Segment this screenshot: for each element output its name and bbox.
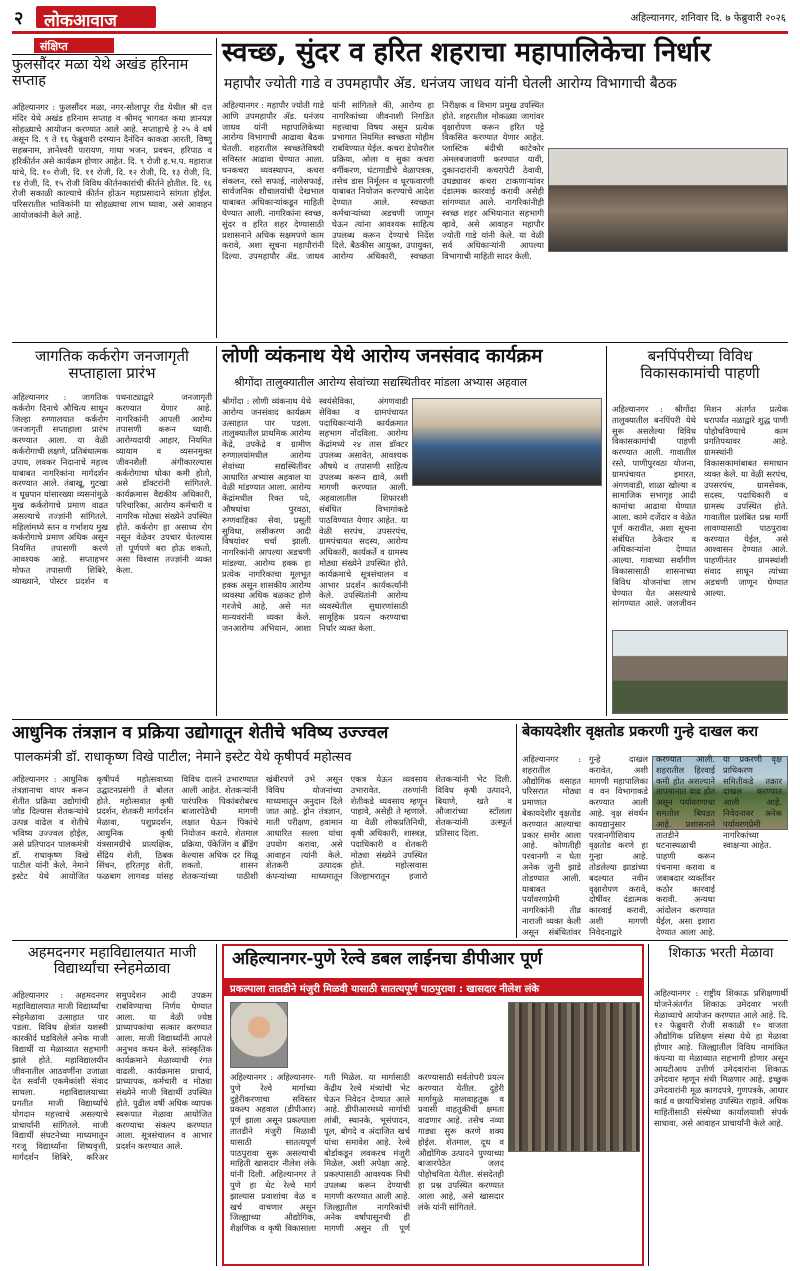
column-divider bbox=[606, 346, 607, 716]
column-divider bbox=[216, 346, 217, 716]
column-divider bbox=[516, 724, 517, 938]
college-body: अहिल्यानगर : अहमदनगर महाविद्यालयात माजी विद्यार्थ्यांचा स्नेहमेळावा उत्साहात पार पडला. विविध क्षेत्रांत यशस्वी कारकीर्द घडविलेले अनेक माजी विद्यार्थी या मेळाव्यात सहभागी झाले होते. महाविद्यालयीन जीवनातील आठवणींना उजाळा देत सर्वांनी एकमेकांशी संवाद साधला. महाविद्यालयाच्या प्रगतीत माजी विद्यार्थ्यांचे योगदान महत्त्वाचे असल्याचे प्राचार्यांनी सांगितले. माजी विद्यार्थी संघटनेच्या माध्यमातून गरजू विद्यार्थ्यांना शिष्यवृत्ती, मार्गदर्शन शिबिरे, करिअर समुपदेशन आदी उपक्रम राबविण्याचा निर्णय घेण्यात आला. या वेळी ज्येष्ठ प्राध्यापकांचा सत्कार करण्यात आला. माजी विद्यार्थ्यांनी आपले अनुभव कथन केले. सांस्कृतिक कार्यक्रमाने मेळाव्याची रंगत वाढली. कार्यक्रमास प्राचार्य, प्राध्यापक, कर्मचारी व मोठ्या संख्येने माजी विद्यार्थी उपस्थित होते. पुढील वर्षी अधिक व्यापक स्वरूपात मेळावा आयोजित करण्याचा संकल्प करण्यात आला. सूत्रसंचालन व आभार प्रदर्शन करण्यात आले. bbox=[12, 990, 212, 1162]
column-divider bbox=[216, 944, 217, 1266]
loni-subheadline: श्रीगोंदा तालुक्यातील आरोग्य सेवांच्या सद्यस्थितीवर मांडला अभ्यास अहवाल bbox=[234, 376, 528, 389]
rail-headline: अहिल्यानगर-पुणे रेल्वे डबल लाईनचा डीपीआर पूर्ण bbox=[232, 949, 543, 969]
column-divider bbox=[216, 38, 217, 338]
agri-body: अहिल्यानगर : आधुनिक तंत्रज्ञानाचा वापर करून शेतीत प्रक्रिया उद्योगांची जोड दिल्यास शेतकऱ्यांचे उत्पन्न वाढेल व शेतीचे भविष्य उज्ज्वल होईल, असे प्रतिपादन पालकमंत्री डॉ. राधाकृष्ण विखे पाटील यांनी केले. नेमाने इस्टेट येथे आयोजित कृषीपर्व महोत्सवाच्या उद्घाटनप्रसंगी ते बोलत होते. महोत्सवात कृषी प्रदर्शन, शेतकरी मार्गदर्शन मेळावा, पशुप्रदर्शन, आधुनिक कृषी यंत्रसामग्रीचे प्रात्यक्षिक, सेंद्रिय शेती, ठिबक सिंचन, हरितगृह शेती, फळबाग लागवड यांसह विविध दालने उभारण्यात आली आहेत. शेतकऱ्यांनी पारंपरिक पिकांबरोबरच बाजारपेठेची मागणी लक्षात घेऊन पिकांचे नियोजन करावे. शेतमाल प्रक्रिया, पॅकेजिंग व ब्रँडिंग केल्यास अधिक दर मिळू शकतो. शासन शेतकऱ्यांच्या पाठीशी खंबीरपणे उभे असून विविध योजनांच्या माध्यमातून अनुदान दिले जात आहे. ड्रोन तंत्रज्ञान, माती परीक्षण, हवामान आधारित सल्ला यांचा उपयोग करावा, असे आवाहन त्यांनी केले. शेतकरी उत्पादक कंपन्यांच्या माध्यमातून एकत्र येऊन व्यवसाय उभारावेत. तरुणांनी शेतीकडे व्यवसाय म्हणून पाहावे, असेही ते म्हणाले. या वेळी लोकप्रतिनिधी, कृषी अधिकारी, शास्त्रज्ञ, पदाधिकारी व शेतकरी मोठ्या संख्येने उपस्थित होते. महोत्सवास जिल्हाभरातून हजारो शेतकऱ्यांनी भेट दिली. विविध कृषी उत्पादने, बियाणे, खते व औजारांच्या स्टॉलला शेतकऱ्यांनी उत्स्फूर्त प्रतिसाद दिला. bbox=[12, 774, 512, 882]
brief-column bbox=[12, 38, 212, 338]
shikau-body: अहिल्यानगर : राष्ट्रीय शिकाऊ प्रशिक्षणार्थी योजनेअंतर्गत शिकाऊ उमेदवार भरती मेळाव्याचे आयोजन करण्यात आले आहे. दि. १२ फेब्रुवारी रोजी सकाळी १० वाजता औद्योगिक प्रशिक्षण संस्था येथे हा मेळावा होणार आहे. जिल्ह्यातील विविध नामांकित कंपन्या या मेळाव्यात सहभागी होणार असून आयटीआय उत्तीर्ण उमेदवारांना शिकाऊ उमेदवार म्हणून संधी मिळणार आहे. इच्छुक उमेदवारांनी मूळ कागदपत्रे, गुणपत्रके, आधार कार्ड व छायाचित्रांसह उपस्थित राहावे. अधिक माहितीसाठी संस्थेच्या कार्यालयाशी संपर्क साधावा, असे आवाहन प्राचार्यांनी केले आहे. bbox=[654, 988, 788, 1128]
brief-title: फुलसौंदर मळा येथे अखंड हरिनाम सप्ताह bbox=[12, 57, 189, 89]
lead-subheadline: महापौर ज्योती गाडे व उपमहापौर ॲड. धनंजय जाधव यांनी घेतली आरोग्य विभागाची बैठक bbox=[224, 76, 677, 92]
college-headline: अहमदनगर महाविद्यालयात माजी विद्यार्थ्यांचा स्नेहमेळावा bbox=[27, 945, 197, 977]
mp-portrait-photo bbox=[230, 1002, 288, 1068]
lead-headline: स्वच्छ, सुंदर व हरित शहराचा महापालिकेचा निर्धार bbox=[222, 37, 711, 68]
page-number: २ bbox=[14, 8, 24, 29]
agri-headline: आधुनिक तंत्रज्ञान व प्रक्रिया उद्योगातून शेतीचे भविष्य उज्ज्वल bbox=[12, 723, 389, 743]
newspaper-logo: लोकआवाज bbox=[36, 6, 156, 28]
rail-banner bbox=[222, 944, 644, 1266]
rail-subheadline: प्रकल्पाला तातडीने मंजुरी मिळवी यासाठी सातत्यपूर्ण पाठपुरावा : खासदार नीलेश लंके bbox=[224, 978, 642, 996]
agri-subheadline: पालकमंत्री डॉ. राधाकृष्ण विखे पाटील; नेमाने इस्टेट येथे कृषीपर्व महोत्सव bbox=[14, 750, 352, 765]
column-divider bbox=[648, 944, 649, 1266]
loni-photo bbox=[412, 398, 602, 486]
rail-body-continued bbox=[508, 1156, 640, 1262]
banpimpri-body: अहिल्यानगर : श्रीगोंदा तालुक्यातील बनपिंपरी येथे सुरू असलेल्या विविध विकासकामांची पाहणी करण्यात आली. गावातील रस्ते, पाणीपुरवठा योजना, ग्रामपंचायत इमारत, अंगणवाडी, शाळा खोल्या व सामाजिक सभागृह आदी कामांचा आढावा घेण्यात आला. कामे दर्जेदार व वेळेत पूर्ण करावीत, अशा सूचना संबंधित ठेकेदार व अधिकाऱ्यांना देण्यात आल्या. गावाच्या सर्वांगीण विकासासाठी शासनाच्या विविध योजनांचा लाभ घेण्यात येत असल्याचे सांगण्यात आले. जलजीवन मिशन अंतर्गत प्रत्येक घरापर्यंत नळाद्वारे शुद्ध पाणी पोहोचविण्याचे काम प्रगतिपथावर आहे. ग्रामस्थांनी विकासकामांबाबत समाधान व्यक्त केले. या वेळी सरपंच, उपसरपंच, ग्रामसेवक, सदस्य, पदाधिकारी व ग्रामस्थ उपस्थित होते. गावातील प्रलंबित प्रश्न मार्गी लावण्यासाठी पाठपुरावा करण्यात येईल, असे आश्वासन देण्यात आले. पाहणीनंतर ग्रामस्थांशी संवाद साधून त्यांच्या अडचणी जाणून घेण्यात आल्या. bbox=[612, 404, 788, 609]
lead-photo bbox=[548, 148, 788, 252]
section-rule-3 bbox=[12, 940, 788, 941]
loni-headline: लोणी व्यंकनाथ येथे आरोग्य जनसंवाद कार्यक्रम bbox=[222, 345, 543, 367]
loni-body-continued bbox=[412, 490, 602, 714]
rail-body: अहिल्यानगर : अहिल्यानगर-पुणे रेल्वे मार्गाच्या दुहेरीकरणाचा सविस्तर प्रकल्प अहवाल (डीपीआर) पूर्ण झाला असून प्रकल्पाला तातडीने मंजुरी मिळावी यासाठी सातत्यपूर्ण पाठपुरावा सुरू असल्याची माहिती खासदार नीलेश लंके यांनी दिली. अहिल्यानगर ते पुणे हा थेट रेल्वे मार्ग झाल्यास प्रवाशांचा वेळ व खर्च वाचणार असून जिल्ह्याच्या औद्योगिक, शैक्षणिक व कृषी विकासाला गती मिळेल. या मार्गासाठी केंद्रीय रेल्वे मंत्र्यांची भेट घेऊन निवेदन देण्यात आले आहे. डीपीआरमध्ये मार्गाची लांबी, स्थानके, भूसंपादन, पूल, बोगदे व अंदाजित खर्च यांचा समावेश आहे. रेल्वे बोर्डाकडून लवकरच मंजुरी मिळेल, अशी अपेक्षा आहे. प्रकल्पासाठी आवश्यक निधी उपलब्ध करून देण्याची मागणी करण्यात आली आहे. जिल्ह्यातील नागरिकांची अनेक वर्षांपासूनची ही मागणी असून ती पूर्ण करण्यासाठी सर्वतोपरी प्रयत्न करण्यात येतील. दुहेरी मार्गामुळे मालवाहतूक व प्रवासी वाहतुकीची क्षमता वाढणार आहे. तसेच नव्या गाड्या सुरू करणे शक्य होईल. शेतमाल, दूध व औद्योगिक उत्पादने पुण्याच्या बाजारपेठेत जलद पोहोचविता येतील. संसदेतही हा प्रश्न उपस्थित करण्यात आला आहे, असे खासदार लंके यांनी सांगितले. bbox=[230, 1072, 504, 1234]
cancer-body: अहिल्यानगर : जागतिक कर्करोग दिनाचे औचित्य साधून जिल्हा रुग्णालयात कर्करोग जनजागृती सप्ताहाला प्रारंभ करण्यात आला. या वेळी कर्करोगाची लक्षणे, प्रतिबंधात्मक उपाय, लवकर निदानाचे महत्त्व याबाबत नागरिकांना मार्गदर्शन करण्यात आले. तंबाखू, गुटखा व धूम्रपान यांसारख्या व्यसनांमुळे मुख कर्करोगाचे प्रमाण वाढत असल्याचे तज्ज्ञांनी सांगितले. महिलांमध्ये स्तन व गर्भाशय मुख कर्करोगाचे प्रमाण अधिक असून नियमित तपासणी करणे आवश्यक आहे. सप्ताहभर मोफत तपासणी शिबिरे, व्याख्याने, पोस्टर प्रदर्शन व पथनाट्याद्वारे जनजागृती करण्यात येणार आहे. नागरिकांनी आपली आरोग्य तपासणी करून घ्यावी. आरोग्यदायी आहार, नियमित व्यायाम व व्यसनमुक्त जीवनशैली अंगीकारल्यास कर्करोगाचा धोका कमी होतो, असे डॉक्टरांनी सांगितले. कार्यक्रमास वैद्यकीय अधिकारी, परिचारिका, आरोग्य कर्मचारी व नागरिक मोठ्या संख्येने उपस्थित होते. कर्करोग हा असाध्य रोग नसून वेळेवर उपचार घेतल्यास तो पूर्णपणे बरा होऊ शकतो, असा विश्वास तज्ज्ञांनी व्यक्त केला. bbox=[12, 392, 212, 586]
brief-tag: संक्षिप्त bbox=[34, 38, 114, 53]
brief-tag-rule bbox=[12, 54, 212, 55]
lead-body: अहिल्यानगर : महापौर ज्योती गाडे आणि उपमहापौर ॲड. धनंजय जाधव यांनी महापालिकेच्या आरोग्य विभागाची आढावा बैठक घेतली. शहरातील स्वच्छतेविषयी सविस्तर आढावा घेण्यात आला. घनकचरा व्यवस्थापन, कचरा संकलन, रस्ते सफाई, नालेसफाई, सार्वजनिक शौचालयांची देखभाल याबाबत अधिकाऱ्यांकडून माहिती घेण्यात आली. नागरिकांना स्वच्छ, सुंदर व हरित शहर देण्यासाठी प्रशासनाने अधिक सक्षमपणे काम करावे, अशा सूचना महापौरांनी दिल्या. उपमहापौर ॲड. जाधव यांनी सांगितले की, आरोग्य हा नागरिकांच्या जीवनाशी निगडित महत्त्वाचा विषय असून प्रत्येक प्रभागात नियमित स्वच्छता मोहीम राबविण्यात येईल. कचरा डेपोवरील प्रक्रिया, ओला व सुका कचरा वर्गीकरण, घंटागाडीचे वेळापत्रक, तसेच डास निर्मूलन व धूरफवारणी याबाबत नियोजन करण्याचे आदेश देण्यात आले. स्वच्छता कर्मचाऱ्यांच्या अडचणी जाणून घेऊन त्यांना आवश्यक साहित्य उपलब्ध करून देण्याचे निर्देश दिले. बैठकीस आयुक्त, उपायुक्त, आरोग्य अधिकारी, स्वच्छता निरीक्षक व विभाग प्रमुख उपस्थित होते. शहरातील मोकळ्या जागांवर वृक्षारोपण करून हरित पट्टे विकसित करण्यात येणार आहेत. प्लास्टिक बंदीची काटेकोर अंमलबजावणी करण्यात यावी, दुकानदारांनी कचरापेटी ठेवावी, उघड्यावर कचरा टाकणाऱ्यांवर दंडात्मक कारवाई करावी असेही सांगण्यात आले. नागरिकांनीही स्वच्छ शहर अभियानात सहभागी व्हावे, असे आवाहन महापौर ज्योती गाडे यांनी केले. या वेळी सर्व अधिकाऱ्यांनी आपल्या विभागाची माहिती सादर केली. bbox=[222, 100, 544, 262]
brief-body: अहिल्यानगर : फुलसौंदर मळा, नगर-सोलापूर रोड येथील श्री दत्त मंदिर येथे अखंड हरिनाम सप्ताह व श्रीमद् भागवत कथा ज्ञानयज्ञ सोहळ्याचे आयोजन करण्यात आले आहे. सप्ताहाचे हे २५ वे वर्ष असून दि. ९ ते १६ फेब्रुवारी दरम्यान दैनंदिन काकडा आरती, विष्णु सहस्रनाम, ज्ञानेश्वरी पारायण, गाथा भजन, प्रवचन, हरिपाठ व हरिकीर्तन असे कार्यक्रम होणार आहेत. दि. ९ रोजी ह.भ.प. महाराज यांचे, दि. १० रोजी, दि. ११ रोजी, दि. १२ रोजी, दि. १३ रोजी, दि. १४ रोजी, दि. १५ रोजी विविध कीर्तनकारांची कीर्तने होतील. दि. १६ रोजी सकाळी काल्याचे कीर्तन होऊन महाप्रसादाने सांगता होईल. परिसरातील भाविकांनी या सोहळ्याचा लाभ घ्यावा, असे आवाहन आयोजकांनी केले आहे. bbox=[12, 102, 212, 220]
masthead-rule bbox=[12, 31, 788, 34]
trees-headline: बेकायदेशीर वृक्षतोड प्रकरणी गुन्हे दाखल करा bbox=[522, 724, 759, 740]
section-rule-1 bbox=[12, 342, 788, 343]
banpimpri-photo bbox=[612, 630, 788, 714]
trees-body-continued bbox=[652, 834, 788, 938]
shikau-headline: शिकाऊ भरती मेळावा bbox=[668, 945, 774, 961]
section-rule-2 bbox=[12, 719, 788, 720]
rail-track-photo bbox=[508, 1002, 640, 1152]
cancer-headline: जागतिक कर्करोग जनजागृती सप्ताहाला प्रारंभ bbox=[35, 347, 189, 382]
banpimpri-headline: बनपिंपरीच्या विविध विकासकामांची पाहणी bbox=[640, 347, 760, 382]
dateline: अहिल्यानगर, शनिवार दि. ७ फेब्रुवारी २०२६ bbox=[630, 13, 786, 24]
trees-body: अहिल्यानगर : शहरातील औद्योगिक वसाहत परिसरात मोठ्या प्रमाणात बेकायदेशीर वृक्षतोड करण्यात आल्याचा प्रकार समोर आला आहे. कोणतीही परवानगी न घेता अनेक जुनी झाडे तोडण्यात आली. याबाबत पर्यावरणप्रेमी नागरिकांनी तीव्र नाराजी व्यक्त केली असून संबंधितांवर गुन्हे दाखल करावेत, अशी मागणी महापालिका व वन विभागाकडे करण्यात आली आहे. वृक्ष संवर्धन कायद्यानुसार परवानगीशिवाय वृक्षतोड करणे हा गुन्हा आहे. तोडलेल्या झाडांच्या बदल्यात नवीन वृक्षारोपण करावे, दोषींवर दंडात्मक कारवाई करावी, अशी मागणी निवेदनाद्वारे तातडीने घटनास्थळाची पाहणी करून पंचनामा करावा व जबाबदार व्यक्तींवर कठोर कारवाई करावी. अन्यथा आंदोलन करण्यात येईल, असा इशारा देण्यात आला आहे. नागरिकांच्या स्वाक्षऱ्या आहेत. bbox=[522, 754, 772, 937]
lead-body-continued bbox=[548, 256, 788, 338]
loni-body: श्रीगोंदा : लोणी व्यंकनाथ येथे आरोग्य जनसंवाद कार्यक्रम उत्साहात पार पडला. तालुक्यातील प्राथमिक आरोग्य केंद्रे, उपकेंद्रे व ग्रामीण रुग्णालयांमधील आरोग्य सेवांच्या सद्यस्थितीवर आधारित अभ्यास अहवाल या वेळी मांडण्यात आला. आरोग्य केंद्रांमधील रिक्त पदे, औषधांचा पुरवठा, रुग्णवाहिका सेवा, प्रसूती सुविधा, लसीकरण आदी विषयांवर चर्चा झाली. नागरिकांनी आपल्या अडचणी मांडल्या. आरोग्य हक्क हा प्रत्येक नागरिकाचा मूलभूत हक्क असून शासकीय आरोग्य व्यवस्था अधिक बळकट होणे गरजेचे आहे, असे मत मान्यवरांनी व्यक्त केले. जनआरोग्य अभियान, आशा स्वयंसेविका, अंगणवाडी सेविका व ग्रामपंचायत पदाधिकाऱ्यांनी कार्यक्रमात सहभाग नोंदविला. आरोग्य केंद्रांमध्ये २४ तास डॉक्टर उपलब्ध असावेत, आवश्यक औषधे व तपासणी साहित्य उपलब्ध करून द्यावे, अशी मागणी करण्यात आली. अहवालातील शिफारशी संबंधित विभागांकडे पाठविण्यात येणार आहेत. या वेळी सरपंच, उपसरपंच, ग्रामपंचायत सदस्य, आरोग्य अधिकारी, कार्यकर्ते व ग्रामस्थ मोठ्या संख्येने उपस्थित होते. कार्यक्रमाचे सूत्रसंचालन व आभार प्रदर्शन कार्यकर्त्यांनी केले. उपस्थितांनी आरोग्य व्यवस्थेतील सुधारणांसाठी सामूहिक प्रयत्न करण्याचा निर्धार व्यक्त केला. bbox=[222, 396, 408, 633]
